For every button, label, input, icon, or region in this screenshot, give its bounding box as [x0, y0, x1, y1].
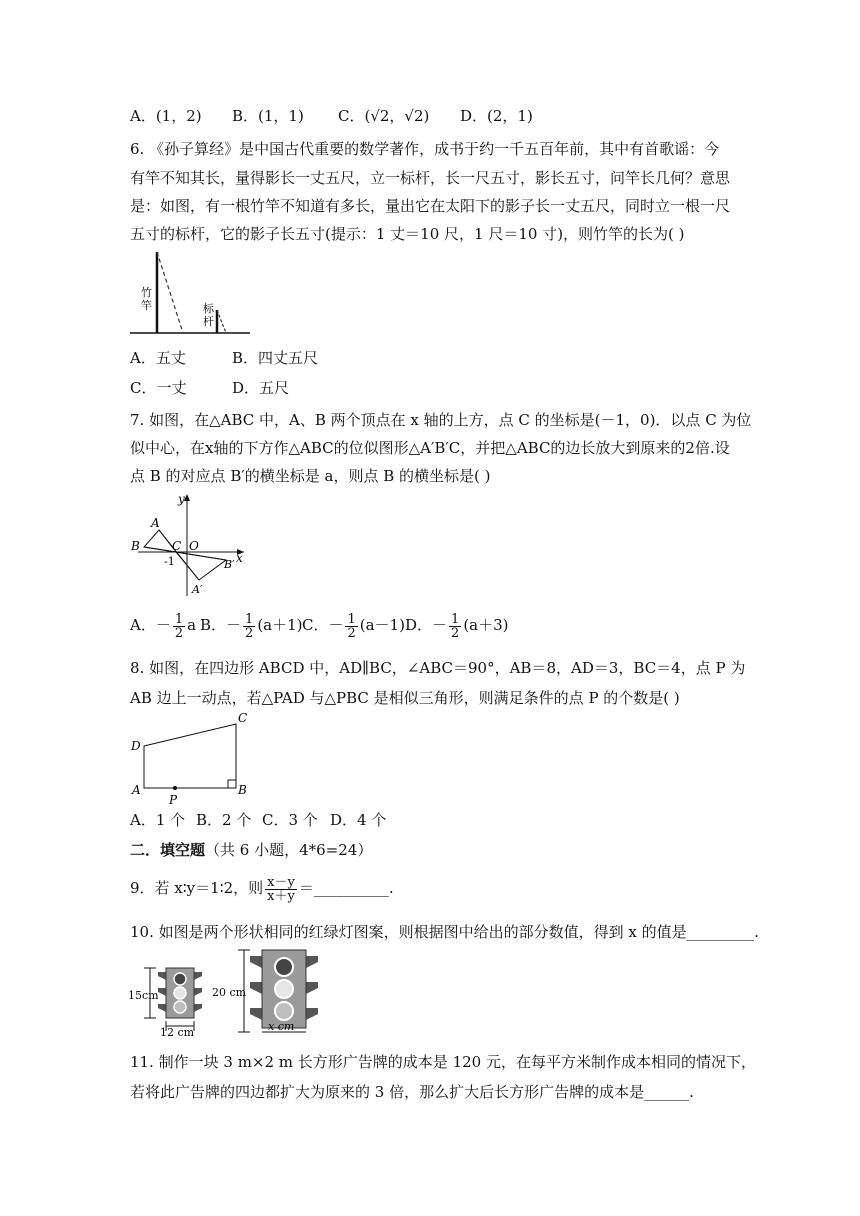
- q7-option-b: B．－ $\frac{1}{2}$ (a＋1): [200, 611, 303, 641]
- big-green-lamp: [275, 1002, 293, 1020]
- q8-option-c: C．3 个: [262, 811, 318, 829]
- point-c-label: C: [238, 711, 248, 725]
- point-d-label: D: [131, 739, 141, 753]
- q8-option-a: A．1 个: [130, 811, 186, 829]
- q5-option-b: B．(1，1): [232, 107, 304, 125]
- q6-option-c: C．一丈: [130, 379, 187, 397]
- rod-label: 杆: [203, 315, 214, 328]
- neg-one-label: -1: [164, 555, 175, 568]
- big-width-label: x cm: [268, 1020, 295, 1033]
- q8-option-b: B．2 个: [196, 811, 252, 829]
- pole-label: 竹: [141, 286, 152, 299]
- q5-option-d: D．(2，1): [460, 107, 533, 125]
- pole-label: 竿: [141, 299, 152, 312]
- point-b-label: B: [238, 783, 247, 797]
- y-axis-arrow: [184, 494, 190, 501]
- section-heading: 二．填空题（共 6 小题，4*6=24）: [130, 841, 373, 859]
- q7-text-line: 似中心，在x轴的下方作△ABC的位似图形△A′B′C，并把△ABC的边长放大到原来的2倍.设: [130, 439, 730, 457]
- q7-option-d: D．－ $\frac{1}{2}$ (a＋3): [405, 611, 509, 641]
- q6-option-b: B．四丈五尺: [232, 349, 319, 367]
- rod-shadow-ray: [217, 310, 226, 333]
- q7-text-line: 点 B 的对应点 B′的横坐标是 a，则点 B 的横坐标是( ): [130, 467, 491, 485]
- q7-figure: [128, 490, 252, 600]
- quadrilateral-abcd: [144, 724, 236, 788]
- point-c-label: C: [172, 539, 182, 553]
- q9-text: 9．若 x∶y＝1∶2，则 $\frac{x-y}{x+y}$ ＝__________.: [130, 874, 394, 904]
- q5-option-c: C．(√2，√2): [338, 107, 430, 125]
- q6-text-line: 是：如图，有一根竹竿不知道有多长，量出它在太阳下的影子长一丈五尺，同时立一根一尺: [130, 197, 731, 215]
- q6-option-a: A．五丈: [130, 349, 186, 367]
- x-axis-label: x: [236, 551, 243, 565]
- q11-text-line: 11. 制作一块 3 m×2 m 长方形广告牌的成本是 120 元，在每平方米制作成本相同的情况下，: [130, 1053, 756, 1071]
- q6-figure: [125, 248, 255, 340]
- q7-text-line: 7. 如图，在△ABC 中，A、B 两个顶点在 x 轴的上方，点 C 的坐标是(－1，0)．以点 C 为位: [130, 411, 752, 429]
- point-bp-label: B′: [224, 558, 235, 571]
- q10-figure: [128, 946, 328, 1036]
- q8-text-line: AB 边上一动点，若△PAD 与△PBC 是相似三角形，则满足条件的点 P 的个数是( ): [130, 689, 680, 707]
- q10-text: 10. 如图是两个形状相同的红绿灯图案，则根据图中给出的部分数值，得到 x 的值是_________.: [130, 923, 759, 941]
- small-width-label: 12 cm: [160, 1026, 195, 1036]
- rod-label: 标: [203, 302, 214, 315]
- q8-text-line: 8. 如图，在四边形 ABCD 中，AD∥BC，∠ABC＝90°，AB＝8，AD＝3，BC＝4，点 P 为: [130, 659, 746, 677]
- small-green-lamp: [174, 1001, 186, 1013]
- right-angle-mark: [228, 780, 236, 788]
- q6-option-d: D．五尺: [232, 379, 290, 397]
- big-red-lamp: [275, 958, 293, 976]
- big-yellow-lamp: [275, 980, 293, 998]
- point-a-label: A: [151, 516, 160, 530]
- origin-label: O: [189, 539, 199, 553]
- point-b-label: B: [131, 539, 140, 553]
- small-yellow-lamp: [174, 987, 186, 999]
- q8-option-d: D．4 个: [330, 811, 387, 829]
- ray-b-bp: [144, 547, 226, 560]
- q8-figure: [128, 708, 258, 806]
- q6-text-line: 6. 《孙子算经》是中国古代重要的数学著作，成书于约一千五百年前，其中有首歌谣：今: [130, 140, 720, 158]
- q11-text-line: 若将此广告牌的四边都扩大为原来的 3 倍，那么扩大后长方形广告牌的成本是______.: [130, 1083, 694, 1101]
- point-a-label: A: [132, 783, 141, 797]
- point-p-label: P: [169, 793, 178, 806]
- y-axis-label: y: [178, 492, 185, 506]
- q5-option-a: A．(1，2): [130, 107, 202, 125]
- q7-option-c: C．－ $\frac{1}{2}$ (a－1): [302, 611, 405, 641]
- point-p: [173, 786, 177, 790]
- pole-shadow-ray: [157, 252, 183, 333]
- small-red-lamp: [174, 973, 186, 985]
- q6-text-line: 有竿不知其长，量得影长一丈五尺，立一标杆，长一尺五寸，影长五寸，问竿长几何？意思: [130, 169, 731, 187]
- q6-text-line: 五寸的标杆，它的影子长五寸(提示：1 丈＝10 尺，1 尺＝10 寸)，则竹竿的长为( ): [130, 225, 685, 243]
- small-height-label: 15cm: [128, 989, 159, 1002]
- big-height-label: 20 cm: [212, 986, 247, 999]
- point-ap-label: A′: [192, 583, 203, 596]
- q7-option-a: A．－ $\frac{1}{2}$ a: [130, 611, 197, 641]
